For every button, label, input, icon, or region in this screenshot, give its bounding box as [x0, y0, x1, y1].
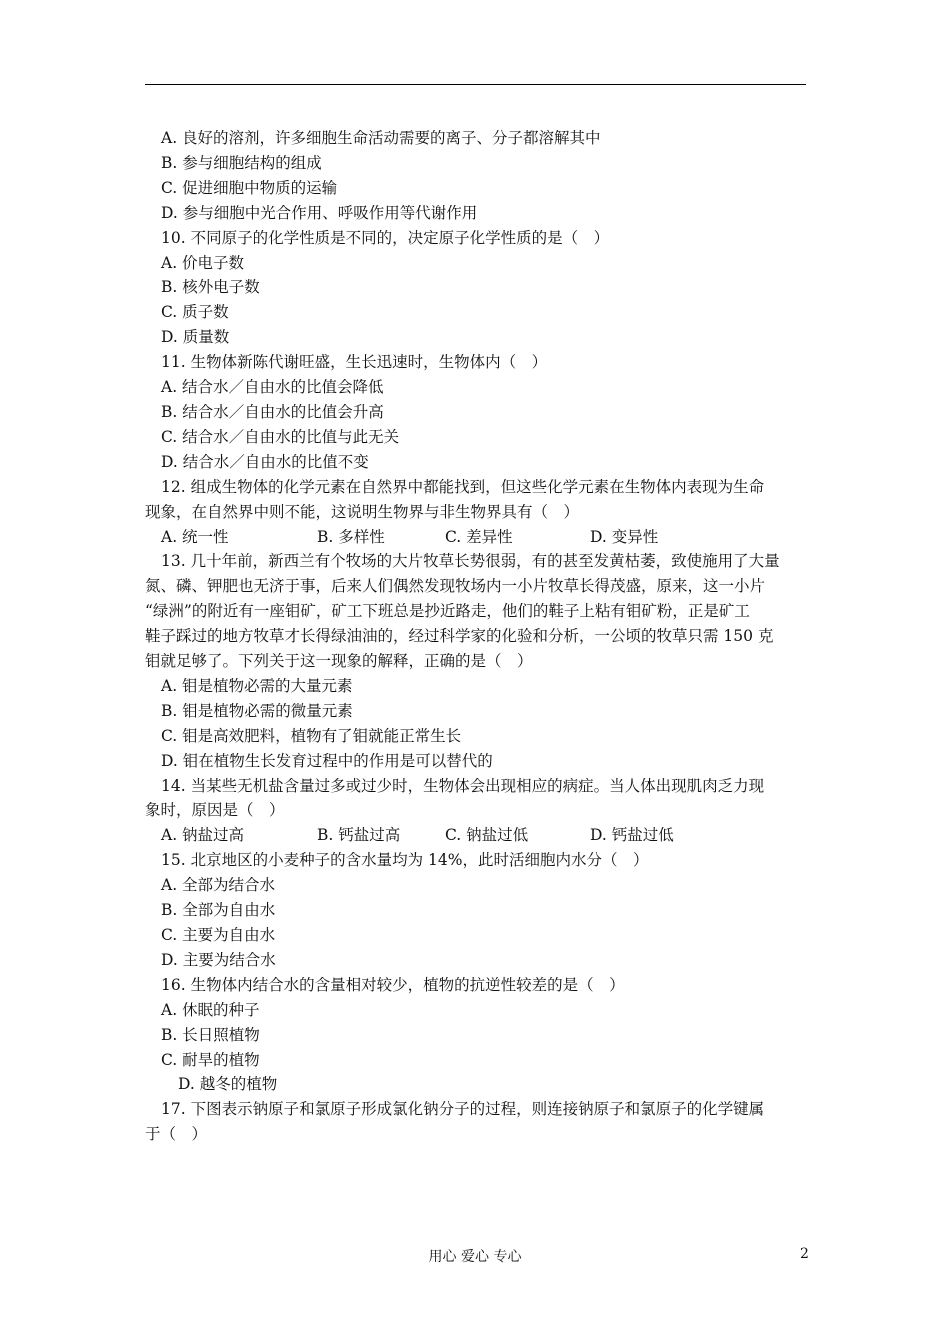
q14-option-c: C. 钠盐过低 [445, 826, 529, 845]
q9-option-a: A. 良好的溶剂，许多细胞生命活动需要的离子、分子都溶解其中 [161, 129, 601, 147]
question-15: 15. 北京地区的小麦种子的含水量均为 14%，此时活细胞内水分（ ） [161, 851, 649, 870]
question-14-line1: 14. 当某些无机盐含量过多或过少时，生物体会出现相应的病症。当人体出现肌肉乏力现 [161, 776, 765, 795]
q10-option-d: D. 质量数 [161, 328, 230, 347]
q13-option-b: B. 钼是植物必需的微量元素 [161, 701, 353, 720]
q14-option-a: A. 钠盐过高 [161, 826, 245, 845]
q13-option-a: A. 钼是植物必需的大量元素 [161, 676, 353, 695]
q15-option-a: A. 全部为结合水 [161, 876, 276, 895]
q12-option-d: D. 变异性 [590, 527, 659, 546]
question-13-line1: 13. 几十年前，新西兰有个牧场的大片牧草长势很弱，有的甚至发黄枯萎，致使施用了大量 [161, 552, 780, 571]
q12-option-a: A. 统一性 [161, 527, 229, 546]
q9-option-d: D. 参与细胞中光合作用、呼吸作用等代谢作用 [161, 203, 478, 222]
question-13-line5: 钼就足够了。下列关于这一现象的解释，正确的是（ ） [145, 652, 533, 671]
q13-option-c: C. 钼是高效肥料，植物有了钼就能正常生长 [161, 726, 462, 745]
q10-option-a: A. 价电子数 [161, 253, 245, 272]
q11-option-a: A. 结合水／自由水的比值会降低 [161, 378, 384, 397]
q11-option-b: B. 结合水／自由水的比值会升高 [161, 402, 384, 421]
q16-option-c: C. 耐旱的植物 [161, 1050, 260, 1069]
question-13-line3: “绿洲”的附近有一座钼矿，矿工下班总是抄近路走，他们的鞋子上粘有钼矿粉，正是矿工 [145, 602, 750, 621]
q16-option-b: B. 长日照植物 [161, 1025, 260, 1044]
question-10: 10. 不同原子的化学性质是不同的，决定原子化学性质的是（ ） [161, 228, 610, 247]
q12-option-c: C. 差异性 [445, 527, 513, 546]
page-footer [0, 1246, 950, 1270]
page-number: 2 [800, 1246, 809, 1262]
question-14-line2: 象时，原因是（ ） [145, 801, 285, 820]
document-body [145, 126, 807, 1147]
q13-option-d: D. 钼在植物生长发育过程中的作用是可以替代的 [161, 751, 493, 770]
q15-option-d: D. 主要为结合水 [161, 950, 276, 969]
q11-option-d: D. 结合水／自由水的比值不变 [161, 452, 369, 471]
question-17-line1: 17. 下图表示钠原子和氯原子形成氯化钠分子的过程，则连接钠原子和氯原子的化学键属 [161, 1100, 765, 1119]
q14-option-b: B. 钙盐过高 [317, 826, 401, 845]
q12-option-b: B. 多样性 [317, 527, 385, 546]
q15-option-b: B. 全部为自由水 [161, 901, 276, 920]
q16-option-a: A. 休眠的种子 [161, 1000, 260, 1019]
question-12-line1: 12. 组成生物体的化学元素在自然界中都能找到，但这些化学元素在生物体内表现为生命 [161, 477, 765, 496]
q11-option-c: C. 结合水／自由水的比值与此无关 [161, 427, 400, 446]
q12-options [145, 525, 807, 550]
question-13-line2: 氮、磷、钾肥也无济于事，后来人们偶然发现牧场内一小片牧草长得茂盛，原来，这一小片 [145, 577, 766, 596]
q14-option-d: D. 钙盐过低 [590, 826, 674, 845]
q10-option-c: C. 质子数 [161, 303, 229, 322]
question-17-line2: 于（ ） [145, 1125, 208, 1144]
footer-motto: 用心 爱心 专心 [428, 1249, 522, 1265]
header-rule [145, 84, 806, 85]
question-16: 16. 生物体内结合水的含量相对较少，植物的抗逆性较差的是（ ） [161, 975, 625, 994]
question-13-line4: 鞋子踩过的地方牧草才长得绿油油的，经过科学家的化验和分析，一公顷的牧草只需 150 克 [145, 627, 774, 646]
q16-option-d: D. 越冬的植物 [178, 1075, 278, 1094]
q15-option-c: C. 主要为自由水 [161, 926, 276, 944]
question-11: 11. 生物体新陈代谢旺盛，生长迅速时，生物体内（ ） [161, 353, 548, 372]
q9-option-b: B. 参与细胞结构的组成 [161, 153, 322, 172]
q9-option-c: C. 促进细胞中物质的运输 [161, 178, 338, 197]
question-12-line2: 现象，在自然界中则不能，这说明生物界与非生物界具有（ ） [145, 502, 580, 521]
q10-option-b: B. 核外电子数 [161, 278, 260, 297]
q14-options [145, 823, 807, 848]
